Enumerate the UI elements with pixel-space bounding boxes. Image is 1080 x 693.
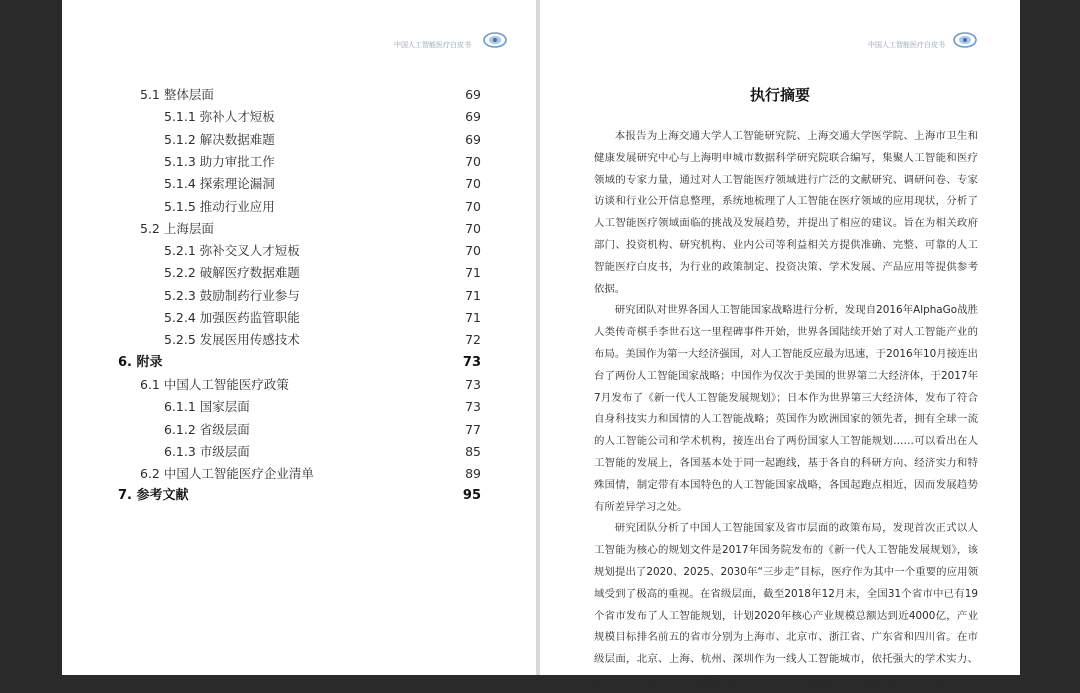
toc-entry-page: 89 bbox=[465, 466, 481, 482]
toc-entry-page: 73 bbox=[465, 376, 481, 392]
toc-entry-label: 5.1.4 探索理论漏洞 bbox=[164, 176, 275, 192]
toc-entry[interactable] bbox=[62, 485, 536, 507]
toc-entry[interactable] bbox=[62, 240, 536, 262]
toc-entry-page: 70 bbox=[465, 220, 481, 236]
toc-entry[interactable] bbox=[62, 441, 536, 463]
toc-entry-label: 6.2 中国人工智能医疗企业清单 bbox=[140, 466, 314, 482]
toc-entry-label: 5.1.3 助力审批工作 bbox=[164, 153, 275, 169]
right-page bbox=[540, 0, 1020, 687]
toc-entry-page: 95 bbox=[462, 488, 481, 504]
toc-entry[interactable] bbox=[62, 218, 536, 240]
toc-entry-label: 5.2.5 发展医用传感技术 bbox=[164, 332, 300, 348]
summary-paragraph: 研究团队对世界各国人工智能国家战略进行分析，发现自2016年AlphaGo战胜人类传奇棋手李世石这一里程碑事件开始，世界各国陆续开始了对人工智能产业的布局。美国作为第一大经济强国，对人工智能反应最为迅速，于2016年10月接连出台了两份人工智能国家战略；中国作为仅次于美国的世界第二大经济体，于2017年7月发布了《新一代人工智能发展规划》；日本作为世界第三大经济体，发布了符合自身科技实力和国情的人工智能战略；英国作为欧洲国家的领先者，拥有全球一流的人工智能公司和学术机构，接连出台了两份国家人工智能规划……可以看出在人工智能的发展上，各国基本处于同一起跑线，基于各自的科研方向、经济实力和特殊国情，制定带有本国特色的人工智能国家战略，各国起跑点相近，因而发展趋势有所差异学习之处。 bbox=[594, 304, 978, 513]
toc-entry-page: 72 bbox=[465, 332, 481, 348]
toc-entry-page: 73 bbox=[462, 354, 481, 370]
toc-entry[interactable] bbox=[62, 419, 536, 441]
toc-entry-label: 5.2.2 破解医疗数据难题 bbox=[164, 265, 300, 281]
toc-entry-label: 5.1.1 弥补人才短板 bbox=[164, 109, 275, 125]
toc-entry-page: 69 bbox=[465, 131, 481, 147]
summary-title: 执行摘要 bbox=[749, 86, 810, 104]
toc-entry-label: 6.1.3 市级层面 bbox=[164, 443, 250, 459]
toc-entry-page: 71 bbox=[465, 310, 481, 325]
toc-entry[interactable] bbox=[62, 329, 536, 351]
summary-body bbox=[594, 126, 978, 693]
toc-entry-label: 5.1.2 解决数据难题 bbox=[164, 131, 275, 147]
toc-entry-page: 70 bbox=[465, 176, 481, 192]
toc-entry-page: 69 bbox=[465, 87, 481, 102]
toc-entry-page: 85 bbox=[465, 443, 481, 459]
toc-entry[interactable] bbox=[62, 374, 536, 396]
toc-entry-page: 71 bbox=[465, 265, 481, 281]
toc-entry[interactable] bbox=[62, 84, 536, 106]
toc-entry-label: 6.1 中国人工智能医疗政策 bbox=[140, 376, 289, 392]
toc-entry-label: 5.2.1 弥补交叉人才短板 bbox=[164, 243, 300, 259]
toc-entry-label: 5.1.5 推动行业应用 bbox=[164, 198, 275, 214]
toc-entry[interactable] bbox=[62, 463, 536, 485]
toc-entry-label: 6. 附录 bbox=[118, 354, 163, 370]
toc-entry[interactable] bbox=[62, 151, 536, 173]
toc-entry-label: 7. 参考文献 bbox=[118, 488, 189, 504]
toc-entry-page: 69 bbox=[465, 109, 481, 125]
logo-icon bbox=[482, 30, 508, 50]
toc-entry-label: 6.1.2 省级层面 bbox=[164, 421, 250, 437]
toc-entry-label: 6.1.1 国家层面 bbox=[164, 399, 250, 415]
running-header: 中国人工智能医疗白皮书 bbox=[394, 41, 471, 49]
toc-entry[interactable] bbox=[62, 196, 536, 218]
logo-graphic bbox=[482, 30, 508, 50]
summary-paragraph: 本报告为上海交通大学人工智能研究院、上海交通大学医学院、上海市卫生和健康发展研究中心与上海明申城市数据科学研究院联合编写，集聚人工智能和医疗领域的专家力量，通过对人工智能医疗领域进行广泛的文献研究、调研问卷、专家访谈和行业公开信息整理，系统地梳理了人工智能在医疗领域的应用现状，分析了人工智能医疗领域面临的挑战及发展趋势，并提出了相应的建议。旨在为相关政府部门、投资机构、研究机构、业内公司等利益相关方提供准确、完整、可靠的人工智能医疗白皮书，为行业的政策制定、投资决策、学术发展、产品应用等提供参考依据。 bbox=[594, 130, 978, 295]
toc-entry-label: 5.1 整体层面 bbox=[140, 87, 214, 102]
toc-entry[interactable] bbox=[62, 129, 536, 151]
toc-entry-page: 71 bbox=[465, 287, 481, 303]
toc-entry[interactable] bbox=[62, 307, 536, 329]
logo-icon bbox=[952, 30, 978, 50]
toc-entry[interactable] bbox=[62, 352, 536, 374]
toc-entry-label: 5.2.3 鼓励制药行业参与 bbox=[164, 287, 300, 303]
toc-entry-page: 77 bbox=[465, 421, 481, 437]
logo-graphic bbox=[952, 30, 978, 50]
toc-entry-label: 5.2 上海层面 bbox=[140, 220, 214, 236]
left-page bbox=[62, 0, 536, 675]
toc-entry[interactable] bbox=[62, 106, 536, 128]
summary-paragraph: 研究团队分析了中国人工智能国家及省市层面的政策布局，发现首次正式以人工智能为核心的规划文件是2017年国务院发布的《新一代人工智能发展规划》，该规划提出了2020、2025、2030年“三步走”目标，医疗作为其中一个重要的应用领域受到了极高的重视。在省级层面，截至2018年12月末，全国31个省市中已有19个省市发布了人工智能规划，计划2020年核心产业规模总额达到近4000亿，产业规模目标排名前五的省市分别为上海市、北京市、浙江省、广东省和四川省。在市级层面，北京、上海、杭州、深圳作为一线人工智能城市，依托强大的学术实力、科技实力、经济实力和政策支持，以及BAT科技巨头的行业示范带动作用，左 bbox=[594, 522, 978, 687]
toc-entry[interactable] bbox=[62, 396, 536, 418]
toc-entry[interactable] bbox=[62, 285, 536, 307]
toc-entry-page: 70 bbox=[465, 198, 481, 214]
toc-entry-page: 70 bbox=[465, 153, 481, 169]
toc-entry-page: 73 bbox=[465, 399, 481, 415]
toc-entry[interactable] bbox=[62, 262, 536, 284]
toc-entry[interactable] bbox=[62, 173, 536, 195]
toc-entry-label: 5.2.4 加强医药监管职能 bbox=[164, 310, 300, 325]
running-header: 中国人工智能医疗白皮书 bbox=[868, 41, 945, 49]
toc-entry-page: 70 bbox=[465, 243, 481, 259]
